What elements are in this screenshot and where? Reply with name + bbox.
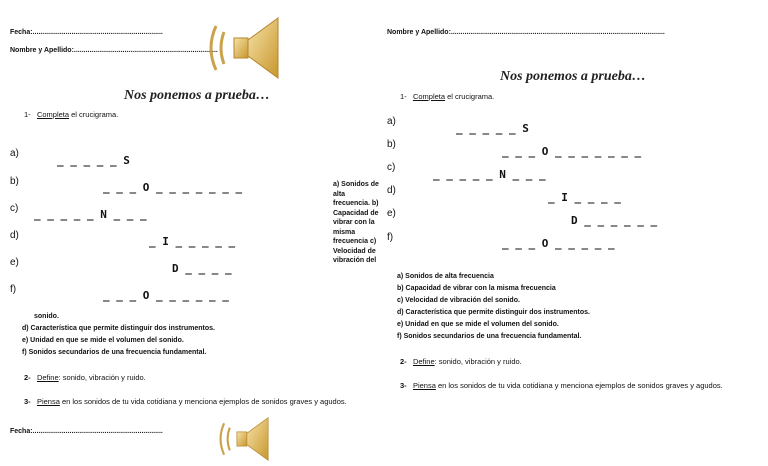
left-clue-f: f) Sonidos secundarios de una frecuencia fundamental.	[22, 349, 207, 356]
left-fecha-line: Fecha:...................................................................	[10, 29, 163, 36]
left-label-b: b)	[10, 176, 19, 187]
left-label-f: f)	[10, 284, 17, 295]
left-label-a: a)	[10, 148, 19, 159]
right-q3	[400, 381, 723, 390]
left-q3-num: 3-	[24, 397, 31, 406]
right-label-c: c)	[387, 162, 396, 173]
left-side-clues: a) Sonidos de alta frecuencia. b) Capacidad de vibrar con la misma frecuencia c) Velocidad de vibración del	[333, 181, 379, 264]
left-label-e: e)	[10, 257, 19, 268]
right-q1-rest: el crucigrama.	[447, 92, 495, 101]
left-row-b: _ _ _ O _ _ _ _ _ _ _	[103, 181, 243, 194]
right-row-d: _ I _ _ _ _	[548, 191, 621, 204]
left-row-f: _ _ _ O _ _ _ _ _ _	[103, 289, 229, 302]
left-row-c: _ _ _ _ _ N _ _ _	[34, 208, 147, 221]
speaker-icon-bottom	[204, 412, 284, 466]
left-label-c: c)	[10, 203, 19, 214]
right-clue-b: b) Capacidad de vibrar con la misma frecuencia	[397, 285, 556, 292]
right-q2-num: 2-	[400, 357, 407, 366]
right-nombre-line: Nombre y Apellido:..............................................................................................................	[387, 29, 665, 36]
left-row-e: D _ _ _ _	[172, 262, 232, 275]
left-q2-link: Define	[36, 373, 59, 382]
right-q1-num: 1-	[400, 92, 407, 101]
right-label-d: d)	[387, 185, 396, 196]
left-clue-e: e) Unidad en que se mide el volumen del sonido.	[22, 337, 184, 344]
left-q2-num: 2-	[24, 373, 31, 382]
left-q2-rest: : sonido, vibración y ruido.	[58, 373, 146, 382]
right-q2-rest: : sonido, vibración y ruido.	[434, 357, 522, 366]
left-sonido: sonido.	[34, 313, 59, 320]
left-row-a: _ _ _ _ _ S	[57, 154, 130, 167]
right-clue-e: e) Unidad en que se mide el volumen del sonido.	[397, 321, 559, 328]
right-q3-rest: en los sonidos de tu vida cotidiana y menciona ejemplos de sonidos graves y agudos.	[437, 381, 723, 390]
right-q1-link: Completa	[412, 92, 446, 101]
left-q3	[24, 397, 347, 406]
right-clue-c: c) Velocidad de vibración del sonido.	[397, 297, 520, 304]
right-row-f: _ _ _ O _ _ _ _ _	[502, 237, 615, 250]
right-q1	[400, 92, 494, 101]
left-row-d: _ I _ _ _ _ _	[149, 235, 236, 248]
right-q3-link: Piensa	[412, 381, 436, 390]
left-fecha-bottom: Fecha:...................................................................	[10, 428, 163, 435]
left-q1-link: Completa	[36, 110, 70, 119]
left-q2	[24, 373, 146, 382]
right-row-a: _ _ _ _ _ S	[456, 122, 529, 135]
right-q2-link: Define	[412, 357, 435, 366]
left-q1-num: 1-	[24, 110, 31, 119]
left-clue-d: d) Característica que permite distinguir dos instrumentos.	[22, 325, 215, 332]
right-title: Nos ponemos a prueba…	[500, 69, 646, 84]
left-q1	[24, 110, 118, 119]
left-q3-link: Piensa	[36, 397, 60, 406]
right-label-f: f)	[387, 232, 394, 243]
left-label-d: d)	[10, 230, 19, 241]
right-q3-num: 3-	[400, 381, 407, 390]
left-title: Nos ponemos a prueba…	[124, 88, 270, 103]
right-clue-f: f) Sonidos secundarios de una frecuencia fundamental.	[397, 333, 582, 340]
right-label-e: e)	[387, 208, 396, 219]
right-clue-a: a) Sonidos de alta frecuencia	[397, 273, 494, 280]
left-q1-rest: el crucigrama.	[71, 110, 119, 119]
right-label-a: a)	[387, 116, 396, 127]
right-q2	[400, 357, 522, 366]
right-row-e: D _ _ _ _ _ _	[571, 214, 658, 227]
right-row-c: _ _ _ _ _ N _ _ _	[433, 168, 546, 181]
right-clue-d: d) Característica que permite distinguir dos instrumentos.	[397, 309, 590, 316]
left-nombre-line: Nombre y Apellido:..........................................................................	[10, 47, 218, 54]
right-row-b: _ _ _ O _ _ _ _ _ _ _	[502, 145, 642, 158]
speaker-icon	[204, 10, 284, 86]
left-q3-rest: en los sonidos de tu vida cotidiana y menciona ejemplos de sonidos graves y agudos.	[61, 397, 347, 406]
right-label-b: b)	[387, 139, 396, 150]
